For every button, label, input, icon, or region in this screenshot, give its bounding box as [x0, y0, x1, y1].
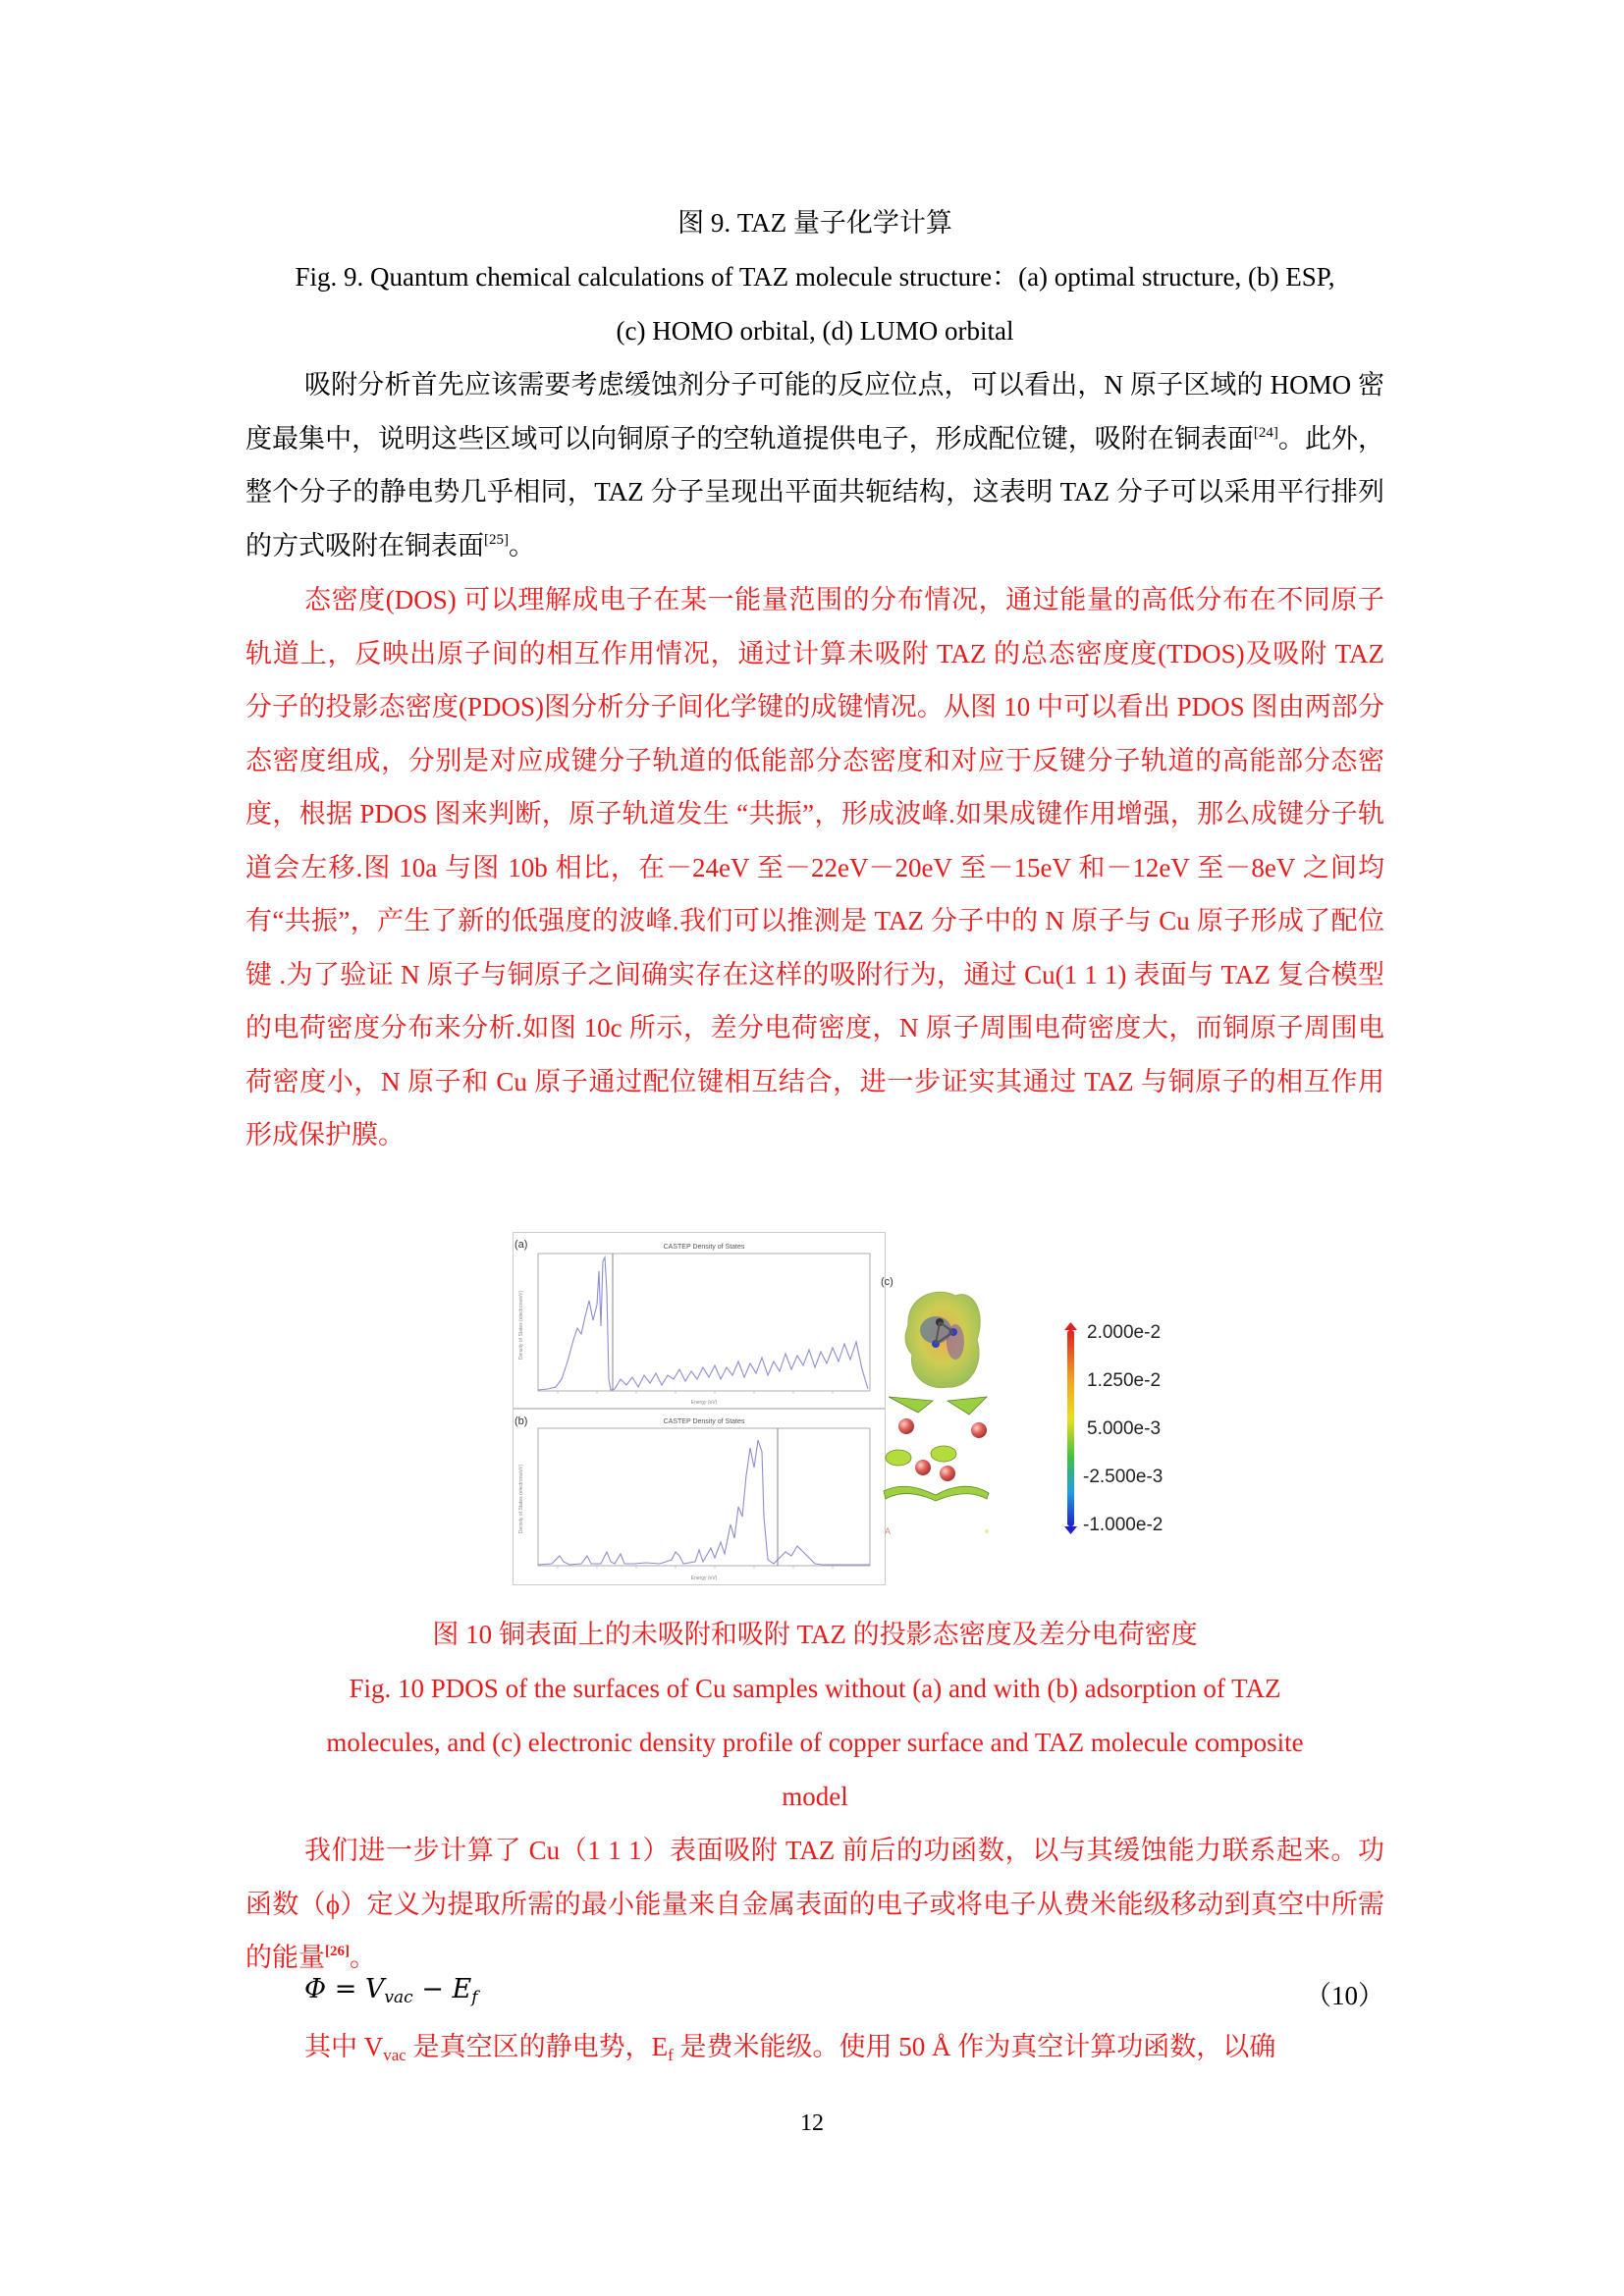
eq-vac-sub: vac	[384, 1988, 413, 2007]
fig10-caption-en-line2: molecules, and (c) electronic density profile of copper surface and TAZ molecule composite	[326, 1728, 1304, 1757]
svg-text:Energy (eV): Energy (eV)	[690, 1575, 718, 1581]
paragraph-work-function	[245, 1824, 1384, 1985]
fig9-caption-cn: 图 9. TAZ 量子化学计算	[677, 208, 952, 238]
eq-mid: − E	[412, 1974, 472, 2004]
fig9-caption-en-line2: (c) HOMO orbital, (d) LUMO orbital	[616, 316, 1014, 346]
equation-number: （10）	[1305, 1981, 1384, 2010]
svg-text:A: A	[885, 1526, 892, 1536]
panel-c-charge-density	[879, 1271, 1164, 1546]
colorbar-label-3: 5.000e-3	[1087, 1418, 1162, 1439]
panel-c-label: (c)	[881, 1276, 893, 1288]
para4-t1: 其中 V	[304, 2032, 384, 2061]
colorbar-label-4: -2.500e-3	[1083, 1467, 1164, 1487]
eq-f-sub: f	[471, 1988, 478, 2007]
paragraph-dos: 态密度(DOS) 可以理解成电子在某一能量范围的分布情况，通过能量的高低分布在不同原子轨道上，反映出原子间的相互作用情况，通过计算未吸附 TAZ 的总态密度度(TDOS)及吸附 TAZ 分子的投影态密度(PDOS)图分析分子间化学键的成键情况。从图 10 中可以看出 PDOS 图由两部分态密度组成，分别是对应成键分子轨道的低能部分态密度和对应于反键分子轨道的高能部分态密度，根据 PDOS 图来判断，原子轨道发生 “共振”，形成波峰.如果成键作用增强，那么成键分子轨道会左移.图 10a 与图 10b 相比，在－24eV 至－22eV－20eV 至－15eV 和－12eV 至－8eV 之间均有“共振”，产生了新的低强度的波峰.我们可以推测是 TAZ 分子中的 N 原子与 Cu 原子形成了配位键 .为了验证 N 原子与铜原子之间确实存在这样的吸附行为，通过 Cu(1 1 1) 表面与 TAZ 复合模型的电荷密度分布来分析.如图 10c 所示，差分电荷密度，N 原子周围电荷密度大，而铜原子周围电荷密度小，N 原子和 Cu 原子通过配位键相互结合，进一步证实其通过 TAZ 与铜原子的相互作用形成保护膜。	[245, 585, 1384, 1149]
fig10-caption-en-line1: Fig. 10 PDOS of the surfaces of Cu samples without (a) and with (b) adsorption of TAZ	[349, 1674, 1281, 1703]
citation-24: [24]	[1253, 424, 1278, 441]
fig10-caption-cn: 图 10 铜表面上的未吸附和吸附 TAZ 的投影态密度及差分电荷密度	[432, 1620, 1198, 1649]
eq-lhs: Φ = V	[304, 1974, 385, 2004]
panel-b	[513, 1409, 886, 1585]
panel-a-dos-chart	[513, 1232, 886, 1409]
paragraph-adsorption	[245, 358, 1384, 572]
paragraph-vacuum	[245, 2020, 1384, 2074]
colorbar-label-5: -1.000e-2	[1083, 1515, 1164, 1535]
citation-25: [25]	[484, 531, 509, 548]
para1-text2: 。此外，整个分子的静电势几乎相同，TAZ 分子呈现出平面共轭结构，这表明 TAZ 分子可以采用平行排列的方式吸附在铜表面	[245, 423, 1385, 561]
svg-text:Energy (eV): Energy (eV)	[690, 1400, 718, 1406]
colorbar-label-1: 2.000e-2	[1087, 1322, 1162, 1343]
citation-26: [26]	[325, 1944, 350, 1959]
equation-10	[304, 1968, 1384, 2017]
panel-b-title: CASTEP Density of States	[663, 1418, 745, 1425]
fig10-caption-en-line3: model	[782, 1782, 848, 1811]
svg-text:Density of States (electrons/e: Density of States (electrons/eV)	[518, 1290, 524, 1361]
para4-t2: 是真空区的静电势，E	[406, 2032, 669, 2061]
panel-a-label: (a)	[514, 1239, 528, 1251]
para4-f-sub: f	[668, 2046, 674, 2064]
fig9-caption-en-line1: Fig. 9. Quantum chemical calculations of TAZ molecule structure：(a) optimal structure, (b) ESP,	[295, 262, 1335, 292]
panel-b-label: (b)	[514, 1415, 528, 1427]
para3-text2: 。	[350, 1943, 376, 1972]
para4-vac-sub: vac	[383, 2046, 406, 2064]
panel-b-dos-chart	[513, 1409, 886, 1585]
para1-text1: 吸附分析首先应该需要考虑缓蚀剂分子可能的反应位点，可以看出，N 原子区域的 HOMO 密度最集中，说明这些区域可以向铜原子的空轨道提供电子，形成配位键，吸附在铜表面	[245, 370, 1384, 454]
panel-a	[513, 1232, 886, 1409]
svg-text:Density of States (electrons/e: Density of States (electrons/eV)	[518, 1464, 524, 1534]
page-number: 12	[800, 2110, 824, 2136]
colorbar-label-2: 1.250e-2	[1087, 1370, 1162, 1391]
para3-text1: 我们进一步计算了 Cu（1 1 1）表面吸附 TAZ 前后的功函数，以与其缓蚀能力联系起来。功函数（ϕ）定义为提取所需的最小能量来自金属表面的电子或将电子从费米能级移动到真空中所需的能量	[245, 1836, 1384, 1972]
para4-t3: 是费米能级。使用 50 Å 作为真空计算功函数，以确	[673, 2032, 1276, 2061]
figure-10	[501, 1227, 1164, 1590]
panel-c	[879, 1271, 1164, 1546]
para1-text3: 。	[509, 530, 535, 561]
equation-formula	[304, 1974, 478, 2007]
panel-a-title: CASTEP Density of States	[663, 1244, 745, 1251]
